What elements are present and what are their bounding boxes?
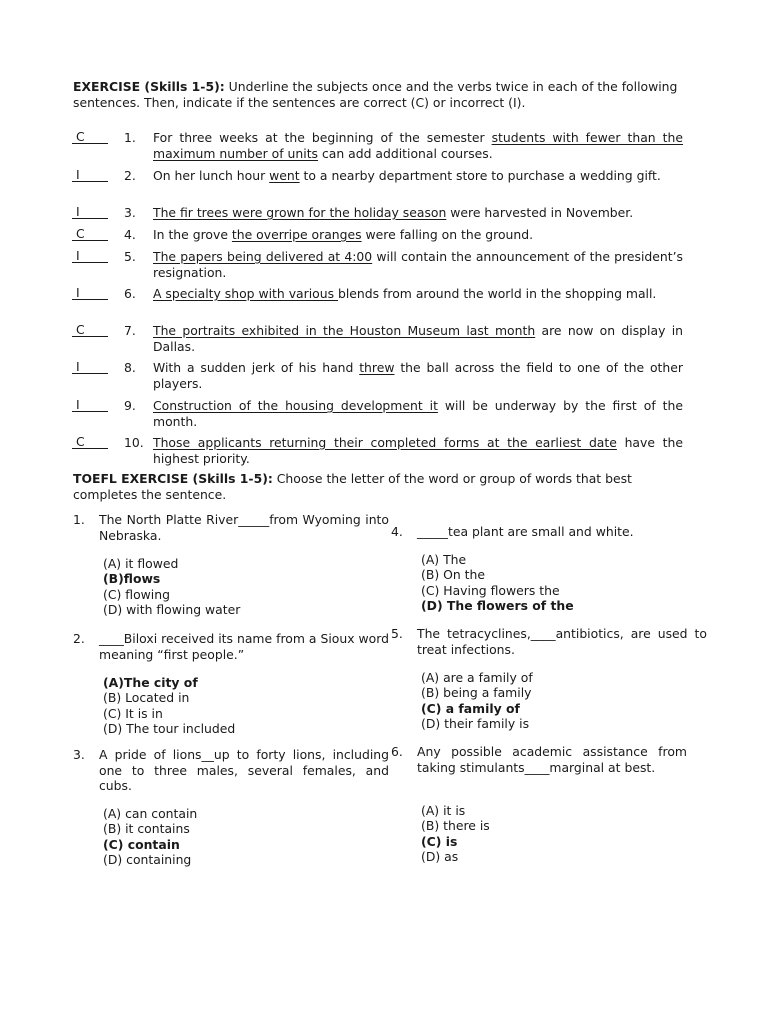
- underlined-subject: The fir trees were grown for the holiday season: [153, 205, 447, 220]
- answer-option[interactable]: (B) it contains: [103, 821, 190, 837]
- underlined-subject: Construction of the housing development it: [153, 398, 438, 413]
- sentence-text: [153, 205, 683, 221]
- answer-option-correct[interactable]: (C) a family of: [421, 700, 520, 716]
- sentence-fragment: In the grove: [153, 227, 232, 242]
- question-stem: A pride of lions__up to forty lions, including one to three males, several females, and cubs.: [99, 747, 389, 794]
- answer-option[interactable]: (A) can contain: [103, 806, 198, 821]
- answer-option[interactable]: (B) there is: [421, 818, 490, 834]
- answer-option-correct[interactable]: (A)The city of: [103, 675, 198, 690]
- toefl-question: [73, 631, 393, 741]
- sentence-text: [153, 398, 683, 429]
- sentence-text: [153, 435, 683, 466]
- answer-option[interactable]: (D) The tour included: [103, 721, 236, 737]
- sentence-number: 10.: [124, 435, 144, 450]
- answer-option[interactable]: (A) The: [421, 552, 467, 567]
- answer-blank[interactable]: I: [72, 168, 108, 182]
- answer-option-correct[interactable]: (D) The flowers of the: [421, 598, 574, 614]
- question-stem: _____tea plant are small and white.: [417, 524, 634, 539]
- sentence-number: 2.: [124, 168, 136, 183]
- sentence-number: 8.: [124, 360, 136, 375]
- sentence-text: [153, 227, 683, 243]
- question-number: 4.: [391, 524, 403, 539]
- answer-blank[interactable]: C: [72, 435, 108, 449]
- question-number: 3.: [73, 747, 85, 762]
- sentence-fragment: will be underway by the first of the month.: [153, 398, 683, 429]
- exercise-instructions: [73, 79, 699, 110]
- toefl-question: [73, 512, 393, 622]
- answer-blank[interactable]: I: [72, 360, 108, 374]
- underlined-subject: Those applicants returning their completed forms at the earliest date: [153, 435, 617, 450]
- answer-option[interactable]: (C) Having flowers the: [421, 582, 560, 598]
- answer-option[interactable]: (B) On the: [421, 567, 485, 583]
- sentence-fragment: were falling on the ground.: [361, 227, 534, 242]
- answer-options: [103, 806, 197, 868]
- underlined-subject: went: [269, 168, 300, 183]
- underlined-subject: A specialty shop with various: [153, 286, 338, 301]
- answer-blank[interactable]: I: [72, 398, 108, 412]
- sentence-fragment: On her lunch hour: [153, 168, 270, 183]
- sentence-text: [153, 249, 683, 280]
- sentence-number: 3.: [124, 205, 136, 220]
- answer-blank[interactable]: C: [72, 323, 108, 337]
- answer-blank[interactable]: I: [72, 249, 108, 263]
- question-number: 6.: [391, 744, 403, 759]
- underlined-subject: students with fewer than the maximum number of units: [153, 130, 683, 161]
- answer-blank[interactable]: C: [72, 130, 108, 144]
- answer-options: [103, 556, 240, 618]
- answer-blank[interactable]: I: [72, 205, 108, 219]
- answer-option-correct[interactable]: (C) is: [421, 833, 458, 849]
- answer-blank[interactable]: C: [72, 227, 108, 241]
- sentence-number: 4.: [124, 227, 136, 242]
- answer-option[interactable]: (A) it is: [421, 803, 466, 818]
- answer-options: [103, 675, 235, 737]
- answer-option[interactable]: (C) It is in: [103, 705, 163, 721]
- exercise-instructions-text: Underline the subjects once and the verbs twice in each of the following sentences. Then, indicate if the sentences are correct (C) or incorrect (I).: [73, 79, 678, 110]
- underlined-subject: The papers being delivered at 4:00: [153, 249, 373, 264]
- sentence-fragment: With a sudden jerk of his hand: [153, 360, 360, 375]
- sentence-number: 7.: [124, 323, 136, 338]
- answer-option[interactable]: (B) Located in: [103, 690, 190, 706]
- sentence-number: 5.: [124, 249, 136, 264]
- toefl-heading: TOEFL EXERCISE (Skills 1-5):: [73, 471, 273, 486]
- answer-option[interactable]: (D) their family is: [421, 716, 530, 732]
- sentence-text: [153, 323, 683, 354]
- sentence-number: 1.: [124, 130, 136, 145]
- question-number: 2.: [73, 631, 85, 646]
- sentence-number: 9.: [124, 398, 136, 413]
- answer-option[interactable]: (C) flowing: [103, 586, 170, 602]
- answer-option[interactable]: (D) as: [421, 849, 459, 865]
- toefl-question: [73, 747, 393, 872]
- sentence-fragment: were harvested in November.: [446, 205, 634, 220]
- underlined-subject: threw: [359, 360, 395, 375]
- answer-options: [421, 803, 490, 865]
- sentence-text: [153, 130, 683, 161]
- answer-option[interactable]: (A) are a family of: [421, 670, 533, 685]
- answer-options: [421, 670, 533, 732]
- sentence-text: [153, 286, 683, 302]
- underlined-subject: the overripe oranges: [231, 227, 362, 242]
- sentence-fragment: are now on display in Dallas.: [153, 323, 683, 354]
- answer-option[interactable]: (A) it flowed: [103, 556, 179, 571]
- toefl-question: [391, 744, 691, 869]
- toefl-instructions-text: Choose the letter of the word or group of words that best completes the sentence.: [73, 471, 632, 502]
- question-number: 1.: [73, 512, 85, 527]
- sentence-fragment: the ball across the field to one of the other players.: [153, 360, 683, 391]
- question-stem: The North Platte River_____from Wyoming into Nebraska.: [99, 512, 389, 543]
- exercise-heading: EXERCISE (Skills 1-5):: [73, 79, 225, 94]
- sentence-fragment: For three weeks at the beginning of the semester: [153, 130, 492, 145]
- sentence-text: [153, 360, 683, 391]
- sentence-fragment: will contain the announcement of the president’s resignation.: [153, 249, 683, 280]
- question-stem: ____Biloxi received its name from a Sioux word meaning “first people.”: [99, 631, 389, 662]
- answer-option-correct[interactable]: (B)flows: [103, 571, 161, 587]
- sentence-fragment: can add additional courses.: [318, 145, 493, 161]
- toefl-instructions: [73, 471, 699, 502]
- toefl-question: [391, 524, 691, 618]
- answer-option-correct[interactable]: (C) contain: [103, 836, 180, 852]
- sentence-fragment: have the highest priority.: [153, 435, 683, 466]
- underlined-subject: The portraits exhibited in the Houston Museum last month: [153, 323, 536, 338]
- sentence-fragment: to a nearby department store to purchase a wedding gift.: [299, 168, 661, 183]
- sentence-text: [153, 168, 683, 184]
- question-stem: The tetracyclines,____antibiotics, are used to treat infections.: [417, 626, 707, 657]
- question-number: 5.: [391, 626, 403, 641]
- answer-option[interactable]: (D) with flowing water: [103, 602, 241, 618]
- answer-option[interactable]: (B) being a family: [421, 685, 532, 701]
- question-stem: Any possible academic assistance from taking stimulants____marginal at best.: [417, 744, 687, 775]
- answer-options: [421, 552, 574, 614]
- sentence-number: 6.: [124, 286, 136, 301]
- sentence-fragment: blends from around the world in the shopping mall.: [338, 286, 657, 301]
- toefl-question: [391, 626, 711, 736]
- answer-option[interactable]: (D) containing: [103, 852, 192, 868]
- answer-blank[interactable]: I: [72, 286, 108, 300]
